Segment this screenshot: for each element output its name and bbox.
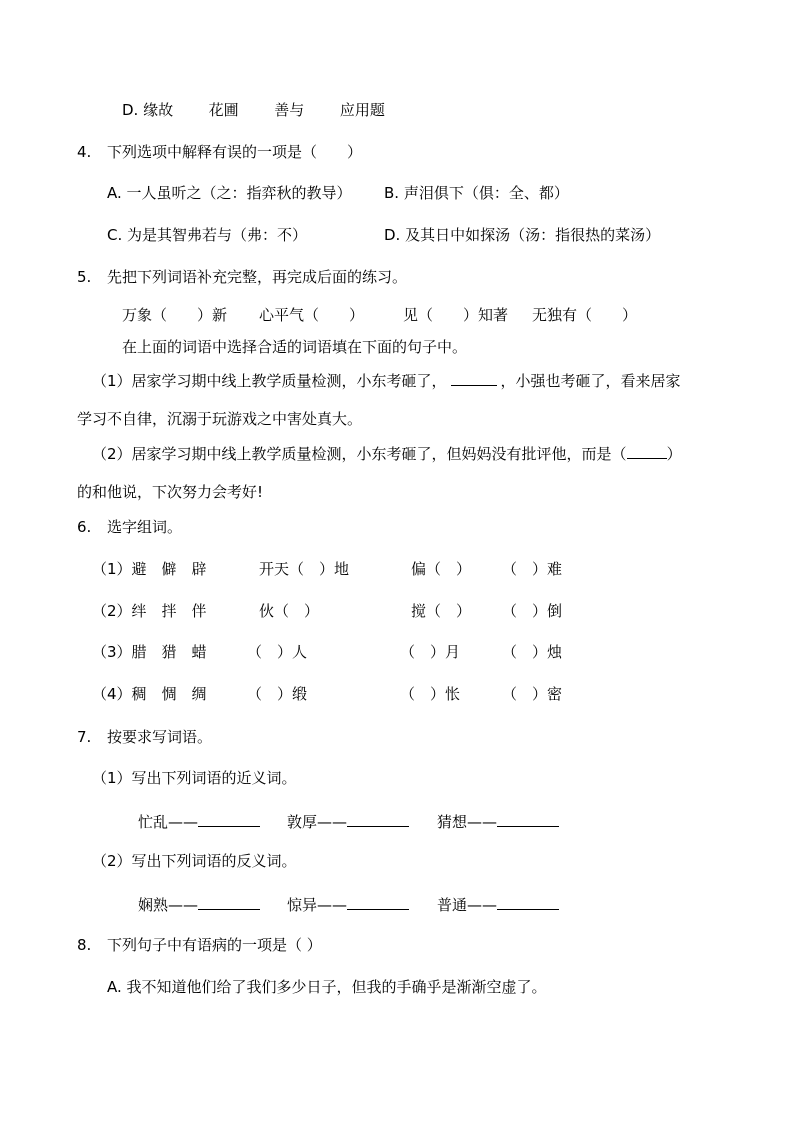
q6-row-1-col-3: （ ）难 — [502, 560, 563, 578]
q5-stem: 先把下列词语补充完整，再完成后面的练习。 — [107, 268, 408, 286]
q8-number: 8. — [77, 936, 92, 954]
q8-option-a: A. 我不知道他们给了我们多少日子，但我的手确乎是渐渐空虚了。 — [107, 978, 547, 996]
q5-sentence-2-blank[interactable] — [627, 444, 667, 459]
q7-synonym-1 — [138, 812, 260, 832]
q6-row-2-label: （2）绊 拌 伴 — [92, 602, 207, 620]
q3-word-3: 应用题 — [339, 101, 385, 119]
q6-row-2-col-3: （ ）倒 — [502, 602, 563, 620]
q5-sentence-1-blank[interactable] — [451, 371, 497, 386]
q7-antonym-1-word: 娴熟—— — [138, 896, 199, 914]
q3-option-d-label: D. 缘故 — [122, 101, 174, 119]
q7-antonym-1-blank[interactable] — [198, 895, 260, 910]
q7-synonym-2-blank[interactable] — [347, 812, 409, 827]
q7-antonym-3 — [437, 895, 559, 915]
q6-row-3-col-1: （ ）人 — [247, 643, 308, 661]
q3-option-d — [122, 100, 385, 120]
q7-synonym-2-word: 敦厚—— — [287, 813, 348, 831]
q4-option-c: C. 为是其智弗若与（弗：不） — [107, 226, 308, 244]
q7-number: 7. — [77, 728, 92, 746]
q7-antonym-2-word: 惊异—— — [287, 896, 348, 914]
q4-number: 4. — [77, 143, 92, 161]
q7-sub-1: （1）写出下列词语的近义词。 — [92, 769, 297, 787]
q5-sentence-2-part-2: ） — [666, 445, 682, 463]
q6-row-4-col-2: （ ）怅 — [400, 685, 461, 703]
q6-row-4-label: （4）稠 惆 绸 — [92, 685, 207, 703]
q8-stem: 下列句子中有语病的一项是（ ） — [107, 936, 322, 954]
q7-synonym-3-blank[interactable] — [497, 812, 559, 827]
q6-row-1-col-1: 开天（ ）地 — [259, 560, 350, 578]
q6-row-2-col-2: 搅（ ） — [411, 602, 472, 620]
q7-synonym-1-word: 忙乱—— — [138, 813, 199, 831]
q5-word-4: 无独有（ ） — [532, 306, 638, 324]
q5-sentence-2 — [92, 444, 682, 464]
q4-option-b: B. 声泪俱下（俱：全、都） — [384, 184, 569, 202]
q6-stem: 选字组词。 — [107, 518, 183, 536]
q5-sentence-1 — [92, 371, 681, 391]
q7-antonym-2-blank[interactable] — [347, 895, 409, 910]
q4-option-d: D. 及其日中如探汤（汤：指很热的菜汤） — [384, 226, 661, 244]
q7-synonym-3-word: 猜想—— — [437, 813, 498, 831]
q7-antonym-2 — [287, 895, 409, 915]
q6-row-2-col-1: 伙（ ） — [259, 602, 320, 620]
q6-row-4-col-1: （ ）缎 — [247, 685, 308, 703]
q5-instruction: 在上面的词语中选择合适的词语填在下面的句子中。 — [122, 338, 468, 356]
q7-antonym-3-blank[interactable] — [497, 895, 559, 910]
q5-word-3: 见（ ）知著 — [403, 306, 509, 324]
q5-number: 5. — [77, 268, 92, 286]
q3-word-1: 花圃 — [208, 101, 239, 119]
q5-sentence-1-line-2: 学习不自律，沉溺于玩游戏之中害处真大。 — [77, 410, 363, 428]
q5-word-2: 心平气（ ） — [259, 306, 365, 324]
q3-word-2: 善与 — [274, 101, 305, 119]
q6-row-1-label: （1）避 僻 辟 — [92, 560, 207, 578]
q7-sub-2: （2）写出下列词语的反义词。 — [92, 852, 297, 870]
q6-row-1-col-2: 偏（ ） — [411, 560, 472, 578]
q7-synonym-3 — [437, 812, 559, 832]
q6-row-4-col-3: （ ）密 — [502, 685, 563, 703]
q5-sentence-2-part-1: （2）居家学习期中线上教学质量检测，小东考砸了，但妈妈没有批评他，而是（ — [92, 445, 627, 463]
q7-antonym-3-word: 普通—— — [437, 896, 498, 914]
q6-number: 6. — [77, 518, 92, 536]
q6-row-3-col-3: （ ）烛 — [502, 643, 563, 661]
q5-sentence-1-part-1: （1）居家学习期中线上教学质量检测，小东考砸了， — [92, 372, 447, 390]
q5-word-1: 万象（ ）新 — [122, 306, 228, 324]
q7-synonym-2 — [287, 812, 409, 832]
q4-option-a: A. 一人虽听之（之：指弈秋的教导） — [107, 184, 352, 202]
q6-row-3-label: （3）腊 猎 蜡 — [92, 643, 207, 661]
q5-sentence-1-part-2: ，小强也考砸了，看来居家 — [500, 372, 681, 390]
q7-stem: 按要求写词语。 — [107, 728, 213, 746]
q6-row-3-col-2: （ ）月 — [400, 643, 461, 661]
q7-antonym-1 — [138, 895, 260, 915]
q5-sentence-2-line-2: 的和他说，下次努力会考好! — [77, 483, 264, 501]
q7-synonym-1-blank[interactable] — [198, 812, 260, 827]
q4-stem: 下列选项中解释有误的一项是（ ） — [107, 143, 363, 161]
